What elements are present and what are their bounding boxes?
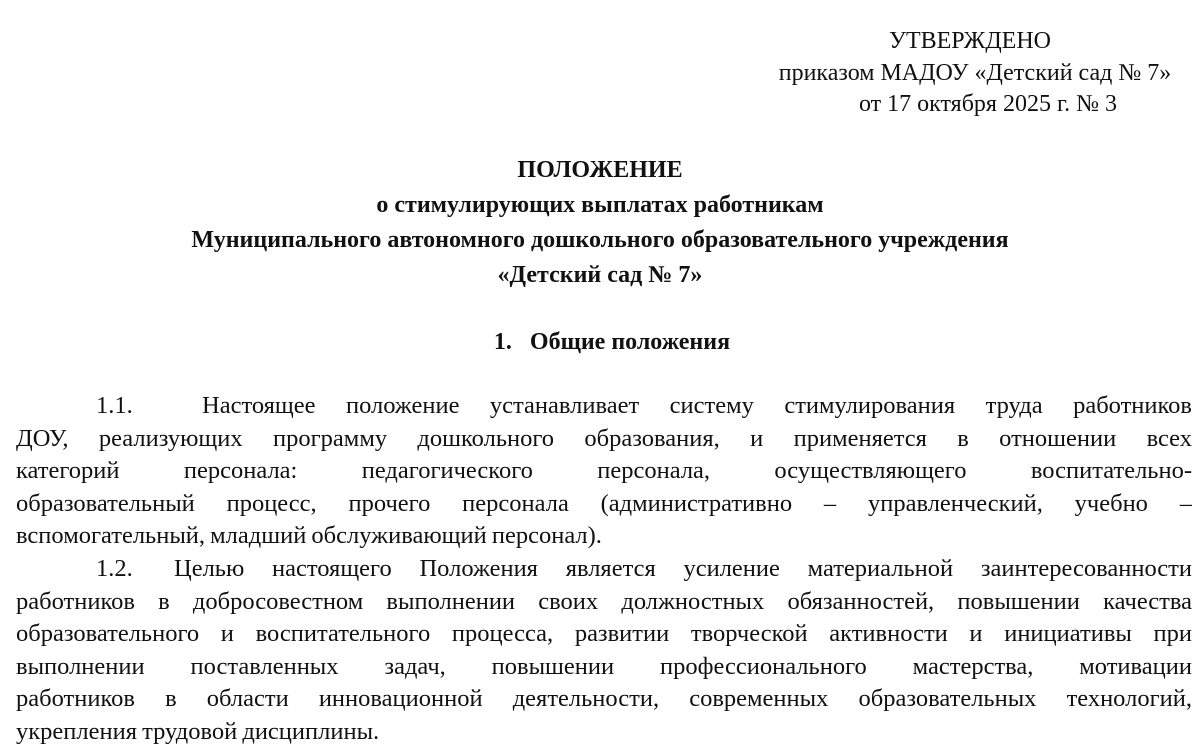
title-institution-name: «Детский сад № 7» bbox=[497, 262, 703, 288]
section-heading: 1. Общие положения bbox=[493, 329, 731, 355]
paragraph-line: вспомогательный, младший обслуживающий персонал). bbox=[16, 522, 602, 550]
paragraph-line: работников в добросовестном выполнении своих должностных обязанностей, повышении качества bbox=[16, 587, 1192, 615]
paragraph-line: образовательного и воспитательного процесса, развитии творческой активности и инициативы при bbox=[16, 620, 1192, 648]
document-body bbox=[16, 390, 1192, 749]
approval-label: УТВЕРЖДЕНО bbox=[888, 28, 1052, 54]
paragraph-line: выполнении поставленных задач, повышении профессионального мастерства, мотивации bbox=[16, 652, 1192, 680]
paragraph-line: укрепления трудовой дисциплины. bbox=[16, 717, 380, 745]
approval-date: от 17 октября 2025 г. № 3 bbox=[858, 91, 1117, 117]
title-main: ПОЛОЖЕНИЕ bbox=[517, 157, 683, 183]
paragraph-number: 1.2. bbox=[96, 554, 133, 582]
paragraph-line: ДОУ, реализующих программу дошкольного образования, и применяется в отношении всех bbox=[16, 424, 1192, 452]
paragraph-line: работников в области инновационной деятельности, современных образовательных технологий, bbox=[16, 685, 1192, 713]
paragraph-1-2 bbox=[16, 553, 1192, 749]
title-institution: Муниципального автономного дошкольного образовательного учреждения bbox=[191, 227, 1009, 253]
paragraph-line: категорий персонала: педагогического персонала, осуществляющего воспитательно- bbox=[16, 457, 1192, 485]
paragraph-line: Настоящее положение устанавливает систему стимулирования труда работников bbox=[202, 392, 1192, 419]
paragraph-line: Целью настоящего Положения является усиление материальной заинтересованности bbox=[174, 554, 1192, 582]
paragraph-number: 1.1. bbox=[96, 392, 133, 419]
paragraph-1-1 bbox=[16, 390, 1192, 553]
approval-order: приказом МАДОУ «Детский сад № 7» bbox=[778, 60, 1172, 86]
paragraph-line: образовательный процесс, прочего персонала (административно – управленческий, учебно – bbox=[16, 489, 1192, 517]
title-subtitle: о стимулирующих выплатах работникам bbox=[376, 192, 824, 218]
